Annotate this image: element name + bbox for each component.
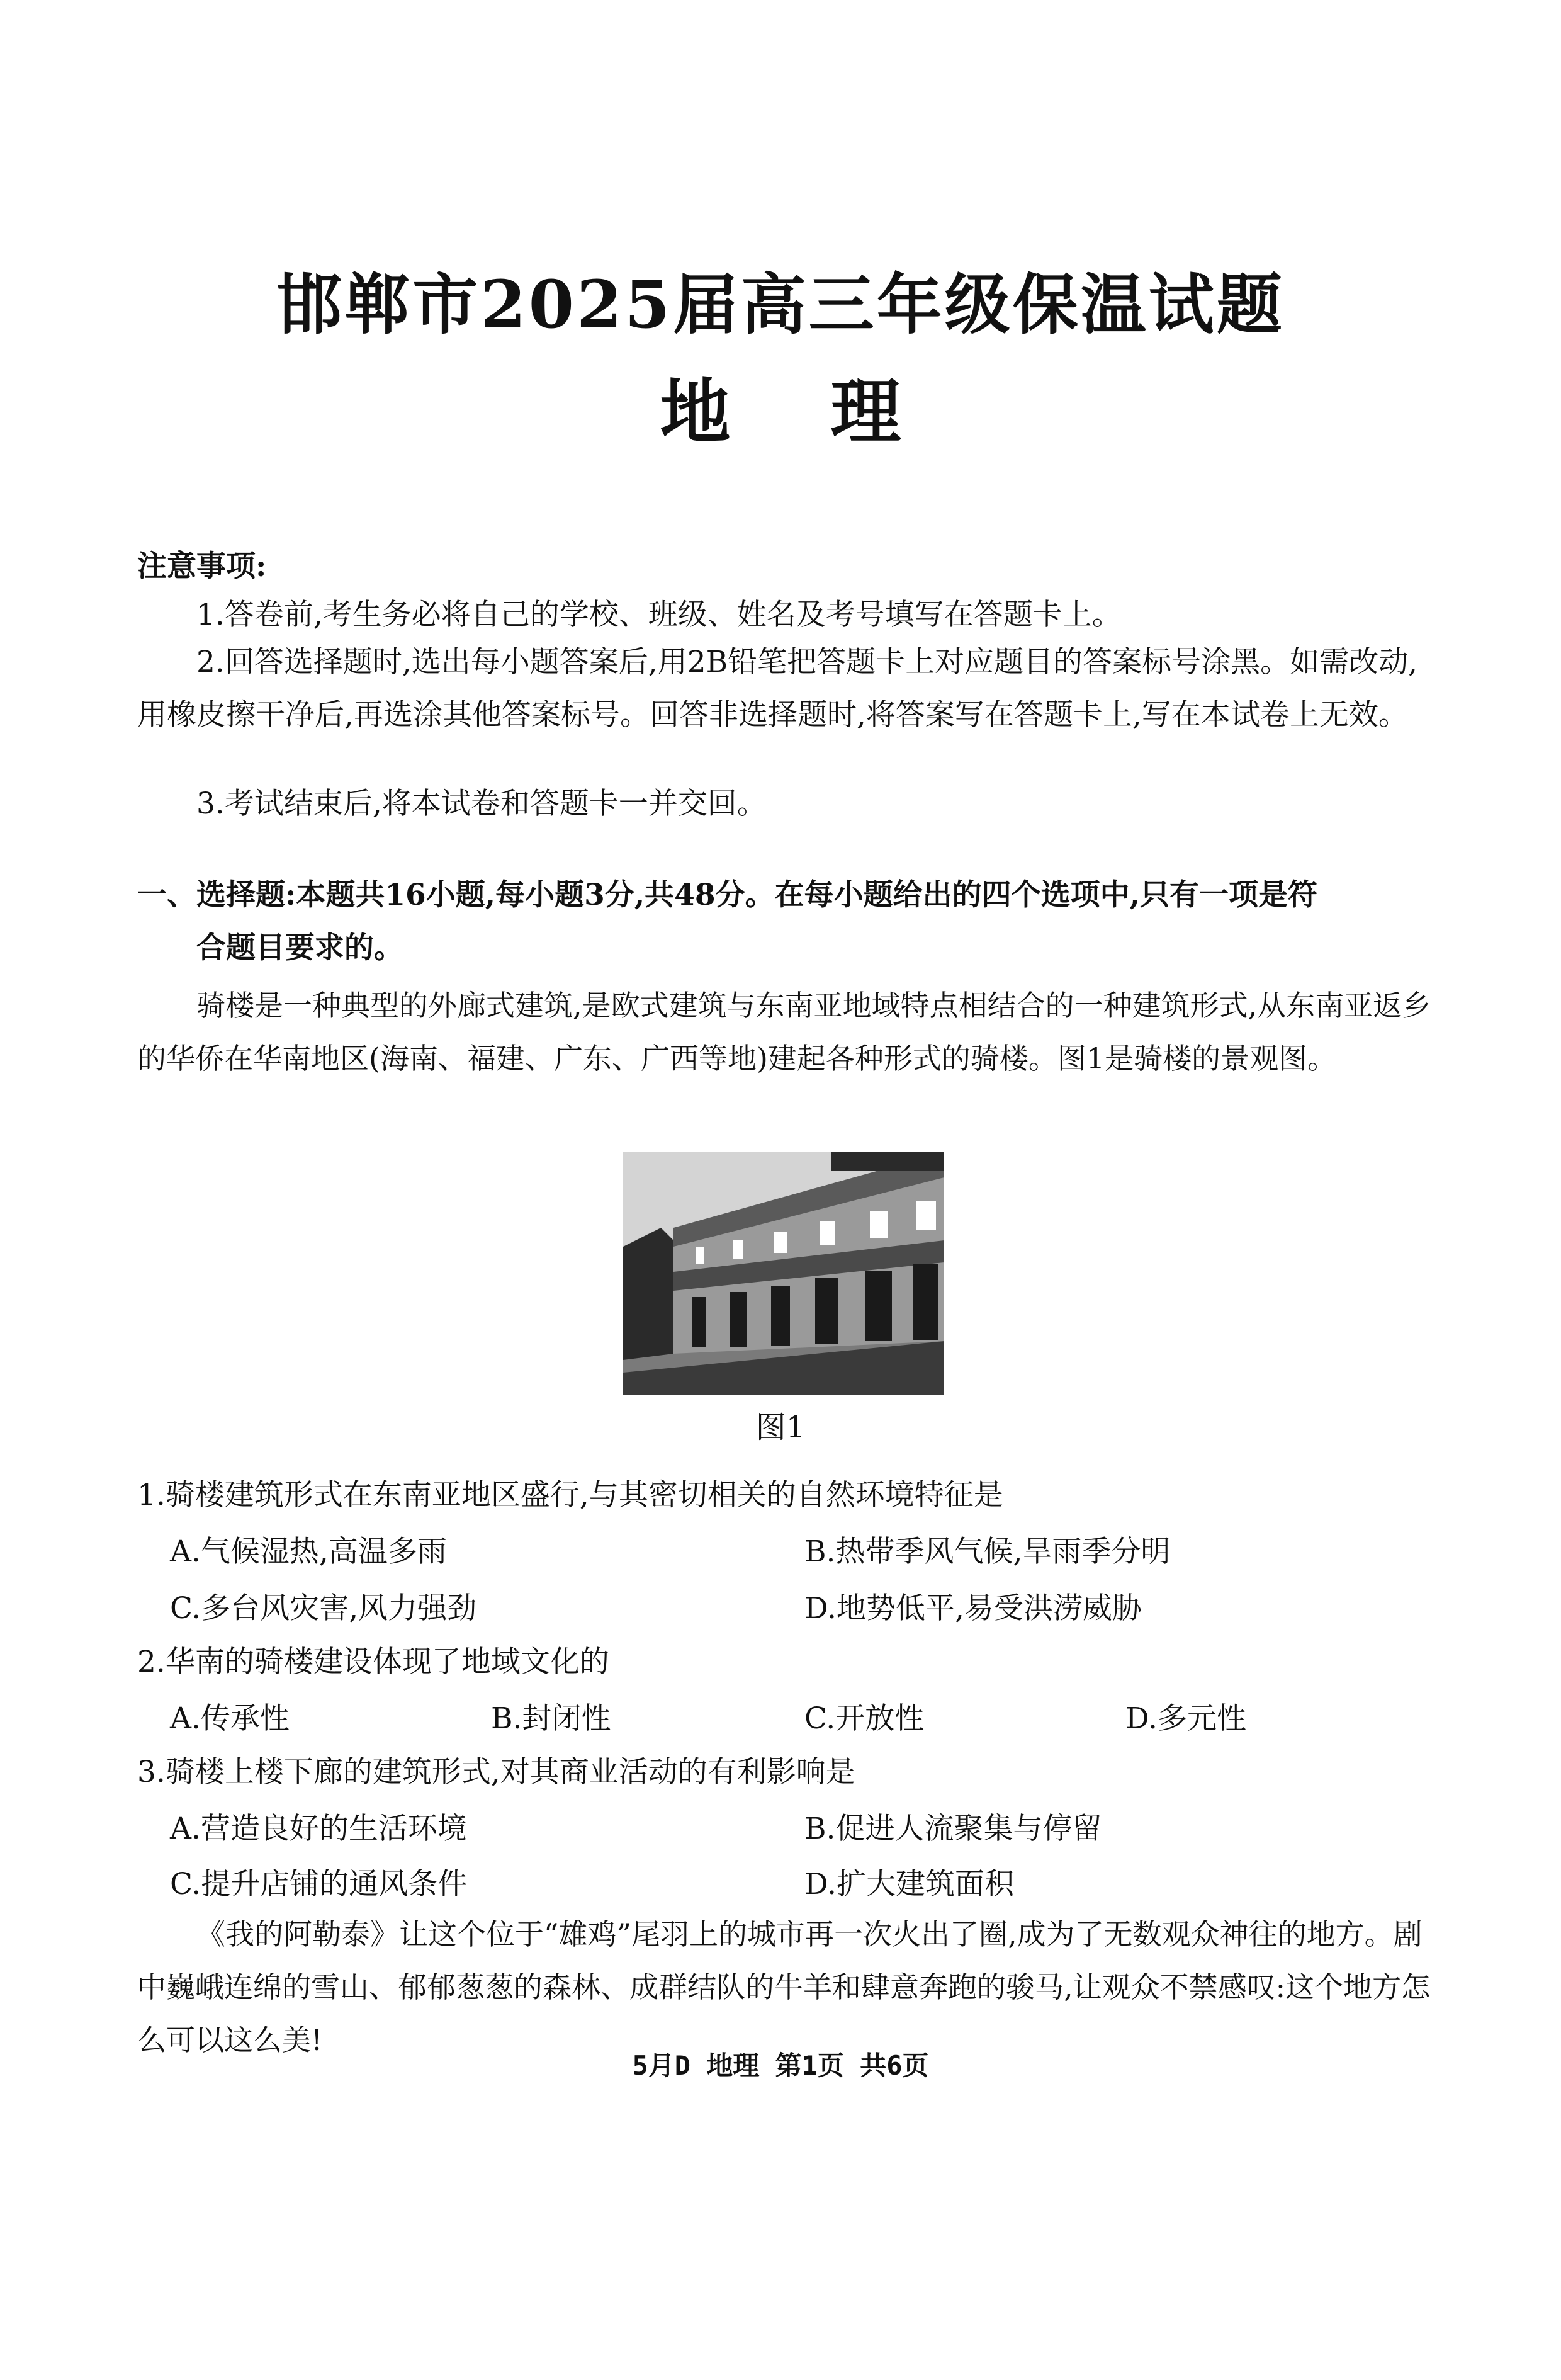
question-option: B.封闭性 [491, 1701, 611, 1736]
question-option: D.扩大建筑面积 [804, 1867, 1014, 1901]
question-option: C.开放性 [804, 1701, 925, 1736]
qilou-building-illustration [623, 1152, 944, 1395]
exam-title: 邯郸市2025届高三年级保温试题 [276, 266, 1285, 343]
question-option: B.热带季风气候,旱雨季分明 [804, 1534, 1171, 1569]
question-option: D.地势低平,易受洪涝威胁 [804, 1591, 1142, 1626]
question-option: B.促进人流聚集与停留 [804, 1811, 1102, 1846]
qilou-photo [623, 1152, 944, 1395]
question-option: A.传承性 [170, 1701, 290, 1736]
subject-title: 地 理 [660, 371, 939, 453]
question-stem: 2.华南的骑楼建设体现了地域文化的 [137, 1645, 609, 1679]
question-option: D.多元性 [1125, 1701, 1246, 1736]
figure-caption: 图1 [755, 1410, 806, 1445]
question-stem: 1.骑楼建筑形式在东南亚地区盛行,与其密切相关的自然环境特征是 [137, 1478, 1003, 1512]
question-option: C.多台风灾害,风力强劲 [170, 1591, 477, 1626]
notice-heading: 注意事项: [137, 549, 267, 584]
section-heading-line: 一、选择题:本题共16小题,每小题3分,共48分。在每小题给出的四个选项中,只有一项是符 [137, 878, 1317, 912]
passage-altay: 《我的阿勒泰》让这个位于“雄鸡”尾羽上的城市再一次火出了圈,成为了无数观众神往的地方。剧中巍峨连绵的雪山、郁郁葱葱的森林、成群结队的牛羊和肆意奔跑的骏马,让观众不禁感叹:这个地方怎么可以这么美! [137, 1917, 1431, 2057]
question-option: C.提升店铺的通风条件 [170, 1867, 468, 1901]
section-heading-line: 合题目要求的。 [196, 931, 403, 965]
page-footer: 5月D 地理 第1页 共6页 [632, 2050, 929, 2081]
question-option: A.气候湿热,高温多雨 [170, 1534, 447, 1569]
notice-item: 1.答卷前,考生务必将自己的学校、班级、姓名及考号填写在答题卡上。 [196, 598, 1122, 632]
intro-passage: 骑楼是一种典型的外廊式建筑,是欧式建筑与东南亚地域特点相结合的一种建筑形式,从东南亚返乡的华侨在华南地区(海南、福建、广东、广西等地)建起各种形式的骑楼。图1是骑楼的景观图。 [137, 989, 1431, 1075]
notice-item: 3.考试结束后,将本试卷和答题卡一并交回。 [196, 786, 767, 821]
question-stem: 3.骑楼上楼下廊的建筑形式,对其商业活动的有利影响是 [137, 1755, 855, 1789]
section-heading [137, 869, 1434, 975]
notice-item: 2.回答选择题时,选出每小题答案后,用2B铅笔把答题卡上对应题目的答案标号涂黑。如需改动,用橡皮擦干净后,再选涂其他答案标号。回答非选择题时,将答案写在答题卡上,写在本试卷上无效。 [137, 645, 1418, 732]
question-option: A.营造良好的生活环境 [170, 1811, 467, 1846]
